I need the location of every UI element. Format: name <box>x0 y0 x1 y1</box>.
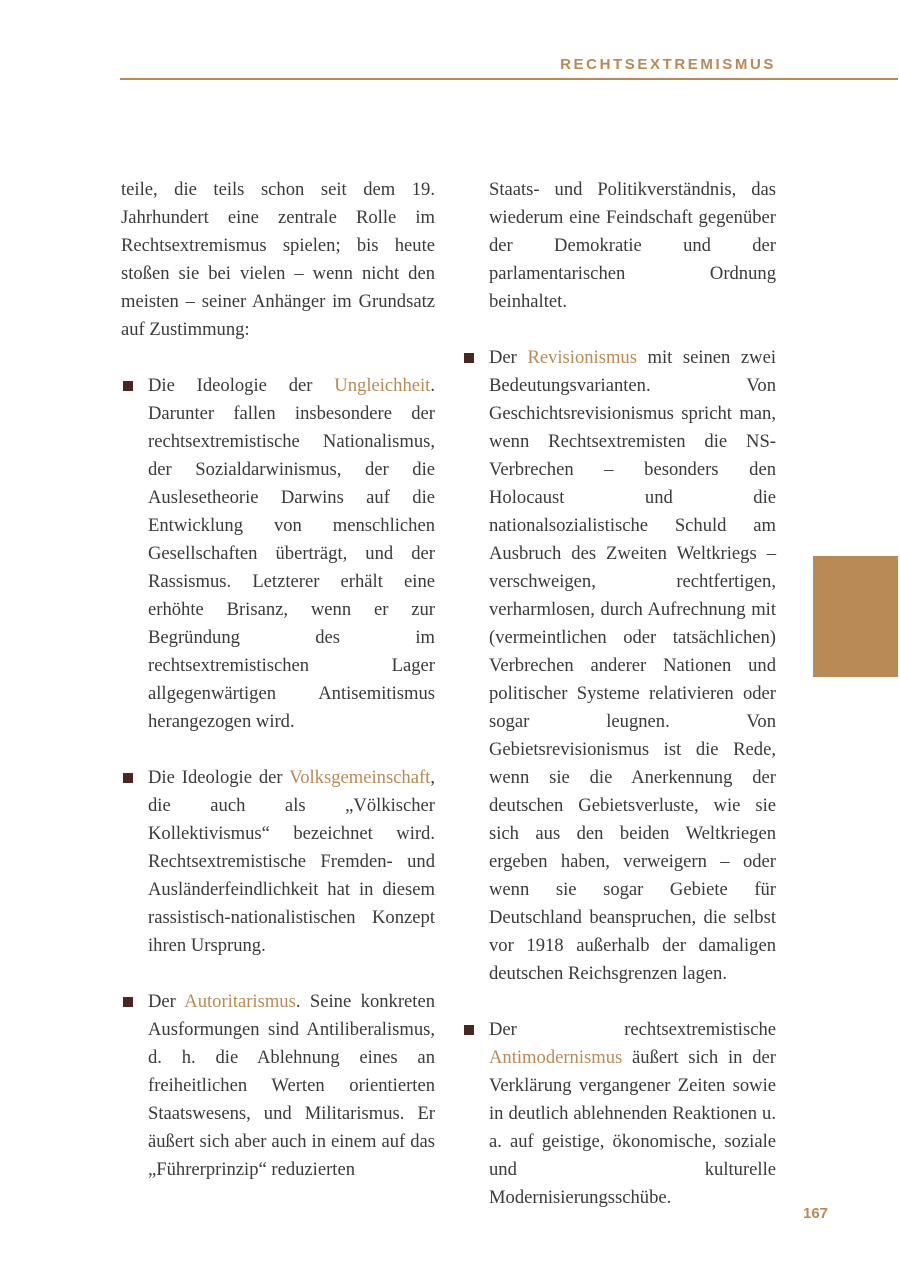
list-item-continuation: Staats- und Politikverständnis, das wiederum eine Feindschaft gegenüber der Demokratie und der parlamentarischen Ordnung beinhaltet. <box>489 179 776 312</box>
list-item-revisionismus: Der Revisionismus mit seinen zwei Bedeutungsvarianten. Von Geschichtsrevisionismus spricht man, wenn Rechtsextremisten die NS-Verbrechen – besonders den Holocaust und die nationalsozialistische Schuld am Ausbruch des Zweiten Weltkriegs – verschweigen, rechtfertigen, verharmlosen, durch Aufrechnung mit (vermeintlichen oder tatsächlichen) Verbrechen anderer Nationen und politischer Systeme relativieren oder sogar leugnen. Von Gebietsrevisionismus ist die Rede, wenn sie die Anerkennung der deutschen Gebietsverluste, wie sie sich aus den beiden Weltkriegen ergeben haben, verweigern – oder wenn sie sogar Gebiete für Deutschland beanspruchen, die selbst vor 1918 außerhalb der damaligen deutschen Reichsgrenzen lagen. <box>462 344 776 988</box>
running-header-title: RECHTSEXTREMISMUS <box>560 56 776 73</box>
term-volksgemeinschaft: Volksgemeinschaft <box>289 767 431 788</box>
square-bullet-icon <box>123 773 133 783</box>
square-bullet-icon <box>123 997 133 1007</box>
list-item-volksgemeinschaft: Die Ideologie der Volksgemeinschaft, die auch als „Völkischer Kollektivismus“ bezeichnet wird. Rechtsextremistische Fremden- und Ausländerfeindlichkeit hat in diesem rassistisch-nationalistischen Konzept ihren Ursprung. <box>121 764 435 960</box>
square-bullet-icon <box>123 381 133 391</box>
left-column <box>121 176 435 1184</box>
square-bullet-icon <box>464 1025 474 1035</box>
list-item-autoritarismus: Der Autoritarismus. Seine konkreten Ausformungen sind Antiliberalismus, d. h. die Ablehnung eines an freiheitlichen Werten orientierten Staatswesens, und Militarismus. Er äußert sich aber auch in einem auf das „Führerprinzip“ reduzierten <box>121 988 435 1184</box>
running-header <box>120 56 898 80</box>
chapter-tab-marker <box>813 556 898 677</box>
page-number: 167 <box>803 1205 829 1222</box>
term-ungleichheit: Ungleichheit <box>334 375 431 396</box>
right-column <box>462 176 776 1212</box>
list-item-ungleichheit: Die Ideologie der Ungleichheit. Darunter fallen insbesondere der rechtsextremistische Nationalismus, der Sozialdarwinismus, der die Auslesetheorie Darwins auf die Entwicklung von menschlichen Gesellschaften überträgt, und der Rassismus. Letzterer erhält eine erhöhte Brisanz, wenn er zur Begründung des im rechtsextremistischen Lager allgegenwärtigen Antisemitismus herangezogen wird. <box>121 372 435 736</box>
list-item-antimodernismus: Der rechtsextremistische Antimodernismus äußert sich in der Verklärung vergangener Zeiten sowie in deutlich ablehnenden Reaktionen u. a. auf geistige, ökonomische, soziale und kulturelle Modernisierungsschübe. <box>462 1016 776 1212</box>
term-antimodernismus: Antimodernismus <box>489 1047 623 1068</box>
square-bullet-icon <box>464 353 474 363</box>
term-autoritarismus: Autoritarismus <box>184 991 296 1012</box>
intro-paragraph: teile, die teils schon seit dem 19. Jahrhundert eine zentrale Rolle im Rechtsextremismus spielen; bis heute stoßen sie bei vielen – wenn nicht den meisten – seiner Anhänger im Grundsatz auf Zustimmung: <box>121 179 435 340</box>
term-revisionismus: Revisionismus <box>527 347 637 368</box>
